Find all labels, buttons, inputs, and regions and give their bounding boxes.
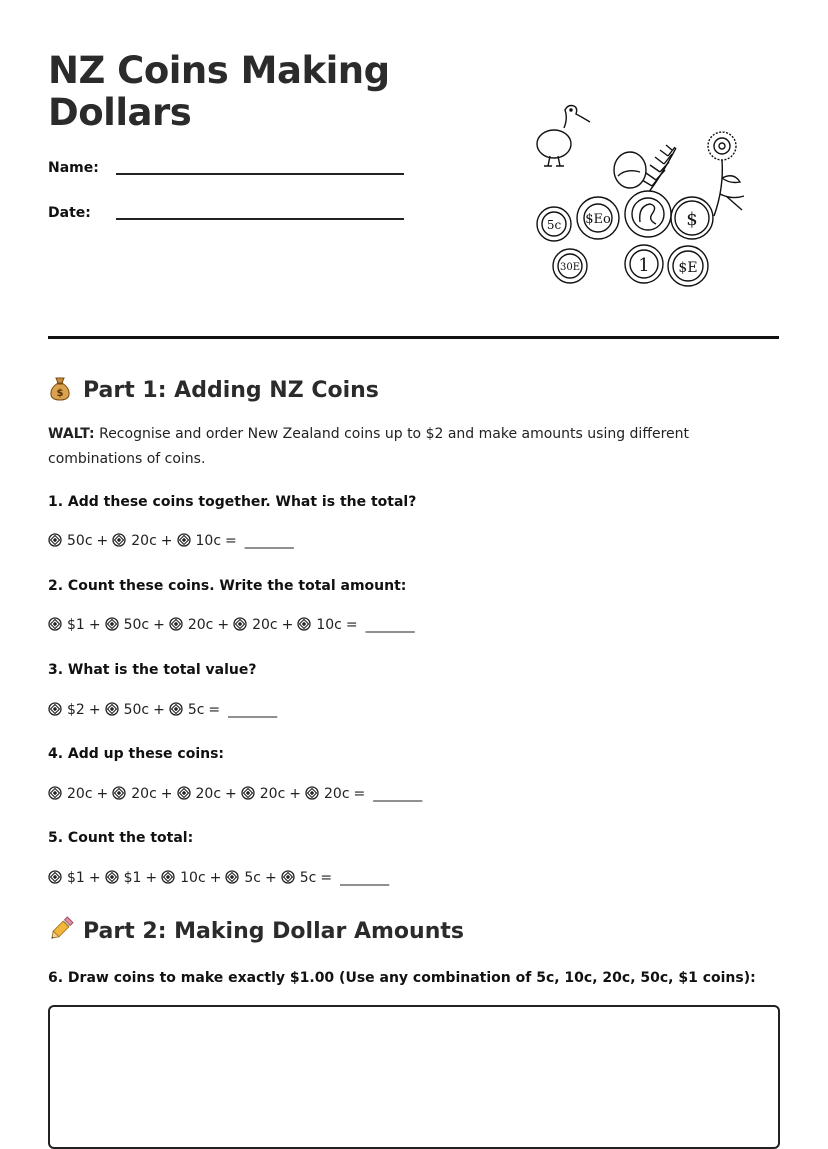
coin-1-dollar-icon (625, 245, 663, 283)
coin-icon (177, 533, 191, 547)
coin-icon (297, 617, 311, 631)
money-bag-icon (48, 375, 76, 405)
date-label: Date: (48, 205, 91, 221)
kiwi-bird-icon (537, 106, 590, 167)
plus-sign: + (96, 786, 109, 802)
pencil-icon (48, 916, 76, 946)
name-write-line[interactable] (116, 173, 404, 175)
coin-value: 20c (324, 786, 350, 802)
part2-heading (48, 916, 464, 946)
coin-value: $1 (67, 870, 85, 886)
question-5-equation (48, 870, 389, 886)
coin-value: 5c (244, 870, 261, 886)
coin-value: 20c (131, 533, 157, 549)
coin-icon (177, 786, 191, 800)
coin-icon (281, 870, 295, 884)
coin-value: $2 (67, 702, 85, 718)
walt-paragraph (48, 422, 778, 472)
coin-icon (161, 870, 175, 884)
coin-value: 20c (195, 786, 222, 802)
walt-label: WALT: (48, 426, 95, 442)
question-2-equation (48, 617, 415, 633)
coin-value: 5c (187, 702, 205, 718)
plus-sign: + (289, 786, 301, 802)
coin-icon (112, 786, 126, 800)
part2-heading-text: Part 2: Making Dollar Amounts (83, 919, 464, 944)
answer-blank[interactable]: _______ (373, 786, 423, 802)
svg-text:5c: 5c (546, 218, 562, 232)
nz-coins-illustration (530, 98, 755, 290)
coin-value: 10c (195, 533, 222, 549)
coin-icon (48, 702, 62, 716)
coin-value: 20c (259, 786, 286, 802)
plus-sign: + (96, 533, 109, 549)
coin-icon (112, 533, 126, 547)
title-line-2: Dollars (48, 91, 192, 134)
coin-value: 5c (299, 870, 317, 886)
fern-icon (614, 145, 676, 193)
equals-sign: = (320, 870, 333, 886)
question-6-prompt: 6. Draw coins to make exactly $1.00 (Use any combination of 5c, 10c, 20c, 50c, $1 coins): (48, 970, 756, 986)
plus-sign: + (153, 617, 165, 633)
coin-icon (105, 617, 119, 631)
coin-icon (169, 702, 183, 716)
answer-blank[interactable]: _______ (244, 533, 294, 549)
question-5-prompt: 5. Count the total: (48, 830, 194, 846)
plus-sign: + (88, 702, 101, 718)
svg-text:$E: $E (678, 260, 698, 276)
date-write-line[interactable] (116, 218, 404, 220)
coin-icon (169, 617, 183, 631)
question-2-prompt: 2. Count these coins. Write the total amount: (48, 578, 407, 594)
svg-text:1: 1 (638, 255, 650, 276)
coin-dollar-icon (671, 197, 713, 239)
coin-icon (233, 617, 247, 631)
coin-50c-icon (553, 249, 587, 283)
coin-value: 10c (316, 617, 342, 633)
equals-sign: = (225, 533, 237, 549)
plus-sign: + (281, 617, 294, 633)
part1-heading-text: Part 1: Adding NZ Coins (83, 378, 379, 403)
plus-sign: + (209, 870, 222, 886)
question-3-prompt: 3. What is the total value? (48, 662, 257, 678)
equals-sign: = (208, 702, 221, 718)
coin-10c-icon (577, 197, 619, 239)
coin-icon (241, 786, 255, 800)
title-line-1: NZ Coins Making (48, 49, 390, 92)
coin-icon (48, 533, 62, 547)
plus-sign: + (88, 870, 101, 886)
coin-20c-icon (625, 191, 671, 237)
coin-value: $1 (67, 617, 85, 633)
coin-value: 10c (180, 870, 206, 886)
question-4-equation (48, 786, 422, 802)
plus-sign: + (88, 617, 101, 633)
section-divider (48, 336, 779, 339)
coin-value: 20c (252, 617, 278, 633)
drawing-box[interactable] (48, 1005, 780, 1149)
answer-blank[interactable]: _______ (365, 617, 415, 633)
coin-icon (305, 786, 319, 800)
coin-value: 50c (123, 702, 150, 718)
plus-sign: + (160, 533, 173, 549)
page-title (48, 50, 390, 134)
svg-text:$: $ (56, 388, 64, 399)
plus-sign: + (217, 617, 230, 633)
coin-value: 20c (187, 617, 214, 633)
question-1-prompt: 1. Add these coins together. What is the total? (48, 494, 417, 510)
plus-sign: + (145, 870, 158, 886)
answer-blank[interactable]: _______ (228, 702, 278, 718)
answer-blank[interactable]: _______ (340, 870, 390, 886)
plus-sign: + (264, 870, 277, 886)
coin-value: 20c (67, 786, 93, 802)
coin-2-dollar-icon (668, 246, 708, 286)
coin-icon (225, 870, 239, 884)
question-4-prompt: 4. Add up these coins: (48, 746, 225, 762)
coin-icon (48, 617, 62, 631)
svg-text:30E: 30E (559, 262, 581, 273)
question-3-equation (48, 702, 277, 718)
coin-icon (105, 702, 119, 716)
walt-text: Recognise and order New Zealand coins up to $2 and make amounts using different combinations of coins. (48, 426, 690, 467)
coin-value: 50c (123, 617, 150, 633)
plus-sign: + (153, 702, 165, 718)
coin-5c-icon (537, 207, 571, 241)
plus-sign: + (225, 786, 237, 802)
svg-text:$: $ (686, 209, 698, 230)
coin-value: 20c (131, 786, 157, 802)
coin-icon (48, 870, 62, 884)
part1-heading (48, 375, 379, 405)
equals-sign: = (345, 617, 358, 633)
plus-sign: + (160, 786, 173, 802)
svg-text:$Eo: $Eo (585, 212, 611, 227)
question-1-equation (48, 533, 294, 549)
coin-value: $1 (123, 870, 142, 886)
coin-icon (48, 786, 62, 800)
coin-icon (105, 870, 119, 884)
equals-sign: = (353, 786, 366, 802)
coin-value: 50c (67, 533, 93, 549)
flower-icon (708, 132, 744, 216)
name-label: Name: (48, 160, 99, 176)
